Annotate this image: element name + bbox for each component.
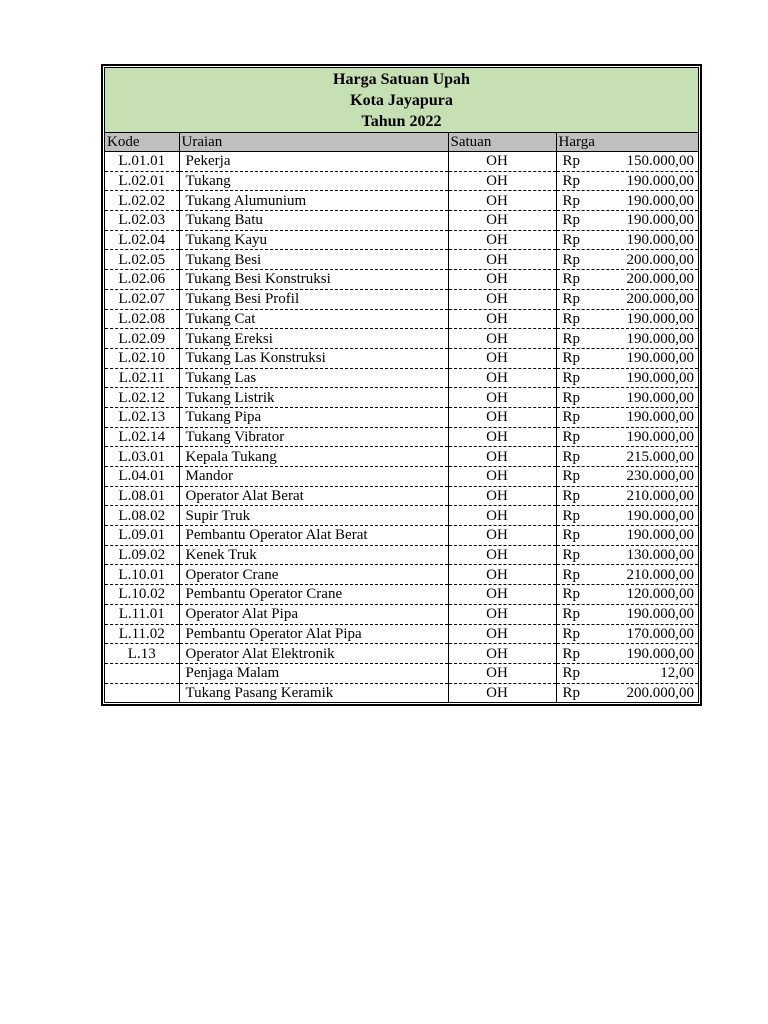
cell-uraian: Operator Alat Elektronik [179, 644, 448, 664]
currency-label: Rp [562, 212, 581, 229]
table-row [105, 407, 698, 427]
cell-satuan: OH [448, 250, 556, 270]
table-row [105, 526, 698, 546]
price-table-frame [104, 67, 699, 703]
cell-harga [556, 683, 698, 702]
price-amount: 170.000,00 [626, 625, 694, 642]
price-amount: 190.000,00 [626, 192, 694, 209]
currency-label: Rp [562, 448, 581, 465]
cell-uraian: Tukang Pipa [179, 407, 448, 427]
cell-satuan: OH [448, 171, 556, 191]
cell-uraian: Kenek Truk [179, 545, 448, 565]
cell-satuan: OH [448, 407, 556, 427]
cell-kode: L.02.02 [105, 191, 179, 211]
cell-uraian: Tukang Kayu [179, 230, 448, 250]
cell-satuan: OH [448, 683, 556, 702]
cell-harga [556, 624, 698, 644]
price-amount: 190.000,00 [626, 350, 694, 367]
price-amount: 200.000,00 [626, 684, 694, 701]
cell-kode: L.02.12 [105, 388, 179, 408]
table-row [105, 467, 698, 487]
price-amount: 200.000,00 [626, 271, 694, 288]
table-row [105, 329, 698, 349]
cell-satuan: OH [448, 191, 556, 211]
cell-harga [556, 427, 698, 447]
cell-kode: L.02.06 [105, 270, 179, 290]
table-title-line-1: Harga Satuan Upah [333, 71, 470, 88]
currency-label: Rp [562, 428, 581, 445]
table-row [105, 309, 698, 329]
table-row [105, 683, 698, 702]
cell-kode: L.02.14 [105, 427, 179, 447]
price-amount: 210.000,00 [626, 566, 694, 583]
table-row [105, 486, 698, 506]
cell-harga [556, 230, 698, 250]
cell-satuan: OH [448, 270, 556, 290]
cell-uraian: Tukang Listrik [179, 388, 448, 408]
cell-kode: L.02.05 [105, 250, 179, 270]
price-amount: 190.000,00 [626, 212, 694, 229]
price-amount: 190.000,00 [626, 527, 694, 544]
table-row [105, 585, 698, 605]
price-amount: 190.000,00 [626, 330, 694, 347]
cell-uraian: Tukang Ereksi [179, 329, 448, 349]
cell-satuan: OH [448, 604, 556, 624]
cell-uraian: Tukang Cat [179, 309, 448, 329]
price-amount: 200.000,00 [626, 291, 694, 308]
table-row [105, 604, 698, 624]
table-row [105, 663, 698, 683]
cell-satuan: OH [448, 467, 556, 487]
table-row [105, 152, 698, 172]
cell-kode: L.11.01 [105, 604, 179, 624]
cell-harga [556, 506, 698, 526]
cell-satuan: OH [448, 506, 556, 526]
cell-kode: L.02.09 [105, 329, 179, 349]
cell-kode: L.02.07 [105, 289, 179, 309]
cell-satuan: OH [448, 486, 556, 506]
cell-satuan: OH [448, 585, 556, 605]
table-body [105, 152, 698, 703]
currency-label: Rp [562, 468, 581, 485]
cell-harga [556, 211, 698, 231]
table-row [105, 624, 698, 644]
table-row [105, 368, 698, 388]
cell-harga [556, 368, 698, 388]
currency-label: Rp [562, 586, 581, 603]
cell-uraian: Operator Crane [179, 565, 448, 585]
cell-uraian: Tukang Vibrator [179, 427, 448, 447]
table-header-row [105, 133, 698, 152]
cell-satuan: OH [448, 644, 556, 664]
currency-label: Rp [562, 527, 581, 544]
cell-kode [105, 663, 179, 683]
price-amount: 215.000,00 [626, 448, 694, 465]
cell-uraian: Tukang [179, 171, 448, 191]
currency-label: Rp [562, 547, 581, 564]
cell-kode: L.10.02 [105, 585, 179, 605]
price-amount: 130.000,00 [626, 547, 694, 564]
cell-harga [556, 526, 698, 546]
cell-kode: L.02.08 [105, 309, 179, 329]
cell-kode: L.08.01 [105, 486, 179, 506]
price-amount: 190.000,00 [626, 645, 694, 662]
table-title-line-2: Kota Jayapura [350, 92, 453, 109]
table-row [105, 388, 698, 408]
table-row [105, 250, 698, 270]
cell-satuan: OH [448, 152, 556, 172]
cell-uraian: Pembantu Operator Alat Berat [179, 526, 448, 546]
price-amount: 190.000,00 [626, 507, 694, 524]
currency-label: Rp [562, 665, 581, 682]
price-amount: 210.000,00 [626, 488, 694, 505]
cell-harga [556, 407, 698, 427]
cell-satuan: OH [448, 348, 556, 368]
price-amount: 150.000,00 [626, 153, 694, 170]
currency-label: Rp [562, 566, 581, 583]
cell-satuan: OH [448, 565, 556, 585]
cell-uraian: Tukang Besi Konstruksi [179, 270, 448, 290]
cell-satuan: OH [448, 230, 556, 250]
table-row [105, 545, 698, 565]
currency-label: Rp [562, 251, 581, 268]
cell-uraian: Tukang Alumunium [179, 191, 448, 211]
table-row [105, 644, 698, 664]
cell-harga [556, 467, 698, 487]
cell-harga [556, 644, 698, 664]
cell-harga [556, 388, 698, 408]
cell-satuan: OH [448, 545, 556, 565]
cell-harga [556, 289, 698, 309]
currency-label: Rp [562, 645, 581, 662]
cell-harga [556, 270, 698, 290]
price-amount: 230.000,00 [626, 468, 694, 485]
currency-label: Rp [562, 409, 581, 426]
currency-label: Rp [562, 153, 581, 170]
price-amount: 190.000,00 [626, 310, 694, 327]
cell-uraian: Tukang Batu [179, 211, 448, 231]
cell-kode: L.08.02 [105, 506, 179, 526]
cell-uraian: Operator Alat Berat [179, 486, 448, 506]
column-header-harga: Harga [556, 133, 698, 152]
cell-satuan: OH [448, 329, 556, 349]
price-amount: 190.000,00 [626, 232, 694, 249]
cell-satuan: OH [448, 447, 556, 467]
cell-kode: L.02.10 [105, 348, 179, 368]
currency-label: Rp [562, 389, 581, 406]
cell-kode: L.02.01 [105, 171, 179, 191]
cell-uraian: Tukang Las [179, 368, 448, 388]
cell-harga [556, 663, 698, 683]
table-row [105, 348, 698, 368]
cell-harga [556, 191, 698, 211]
cell-satuan: OH [448, 663, 556, 683]
cell-uraian: Pembantu Operator Alat Pipa [179, 624, 448, 644]
cell-kode: L.02.11 [105, 368, 179, 388]
cell-harga [556, 486, 698, 506]
price-table-sheet [101, 64, 702, 706]
price-amount: 120.000,00 [626, 586, 694, 603]
cell-harga [556, 309, 698, 329]
currency-label: Rp [562, 507, 581, 524]
table-title-block [105, 68, 698, 133]
cell-uraian: Tukang Besi Profil [179, 289, 448, 309]
price-amount: 190.000,00 [626, 369, 694, 386]
cell-kode: L.03.01 [105, 447, 179, 467]
price-amount: 190.000,00 [626, 409, 694, 426]
cell-satuan: OH [448, 368, 556, 388]
table-row [105, 565, 698, 585]
price-table [105, 133, 698, 702]
table-row [105, 506, 698, 526]
table-row [105, 191, 698, 211]
currency-label: Rp [562, 606, 581, 623]
price-amount: 190.000,00 [626, 606, 694, 623]
price-amount: 190.000,00 [626, 428, 694, 445]
cell-satuan: OH [448, 289, 556, 309]
table-row [105, 230, 698, 250]
cell-harga [556, 585, 698, 605]
cell-harga [556, 545, 698, 565]
cell-kode: L.11.02 [105, 624, 179, 644]
cell-uraian: Tukang Besi [179, 250, 448, 270]
cell-satuan: OH [448, 211, 556, 231]
cell-satuan: OH [448, 388, 556, 408]
currency-label: Rp [562, 232, 581, 249]
currency-label: Rp [562, 488, 581, 505]
cell-uraian: Penjaga Malam [179, 663, 448, 683]
cell-uraian: Supir Truk [179, 506, 448, 526]
table-title-line-3: Tahun 2022 [361, 113, 442, 130]
cell-uraian: Mandor [179, 467, 448, 487]
column-header-kode: Kode [105, 133, 179, 152]
currency-label: Rp [562, 330, 581, 347]
cell-harga [556, 565, 698, 585]
cell-kode: L.13 [105, 644, 179, 664]
price-amount: 12,00 [660, 665, 694, 682]
table-row [105, 171, 698, 191]
cell-satuan: OH [448, 624, 556, 644]
cell-harga [556, 447, 698, 467]
price-amount: 200.000,00 [626, 251, 694, 268]
table-row [105, 427, 698, 447]
cell-satuan: OH [448, 309, 556, 329]
cell-satuan: OH [448, 526, 556, 546]
cell-uraian: Pembantu Operator Crane [179, 585, 448, 605]
cell-kode: L.09.02 [105, 545, 179, 565]
cell-uraian: Pekerja [179, 152, 448, 172]
cell-harga [556, 348, 698, 368]
currency-label: Rp [562, 173, 581, 190]
currency-label: Rp [562, 271, 581, 288]
table-row [105, 447, 698, 467]
table-row [105, 270, 698, 290]
currency-label: Rp [562, 625, 581, 642]
cell-kode: L.10.01 [105, 565, 179, 585]
cell-kode: L.02.04 [105, 230, 179, 250]
table-row [105, 289, 698, 309]
currency-label: Rp [562, 310, 581, 327]
price-amount: 190.000,00 [626, 389, 694, 406]
cell-kode: L.02.13 [105, 407, 179, 427]
currency-label: Rp [562, 684, 581, 701]
cell-kode: L.01.01 [105, 152, 179, 172]
cell-uraian: Tukang Las Konstruksi [179, 348, 448, 368]
cell-harga [556, 171, 698, 191]
cell-kode: L.09.01 [105, 526, 179, 546]
cell-harga [556, 329, 698, 349]
cell-uraian: Tukang Pasang Keramik [179, 683, 448, 702]
column-header-satuan: Satuan [448, 133, 556, 152]
currency-label: Rp [562, 350, 581, 367]
cell-kode [105, 683, 179, 702]
cell-kode: L.04.01 [105, 467, 179, 487]
cell-uraian: Operator Alat Pipa [179, 604, 448, 624]
cell-harga [556, 604, 698, 624]
price-amount: 190.000,00 [626, 173, 694, 190]
column-header-uraian: Uraian [179, 133, 448, 152]
cell-harga [556, 152, 698, 172]
cell-satuan: OH [448, 427, 556, 447]
table-row [105, 211, 698, 231]
currency-label: Rp [562, 192, 581, 209]
currency-label: Rp [562, 369, 581, 386]
cell-kode: L.02.03 [105, 211, 179, 231]
cell-harga [556, 250, 698, 270]
currency-label: Rp [562, 291, 581, 308]
cell-uraian: Kepala Tukang [179, 447, 448, 467]
